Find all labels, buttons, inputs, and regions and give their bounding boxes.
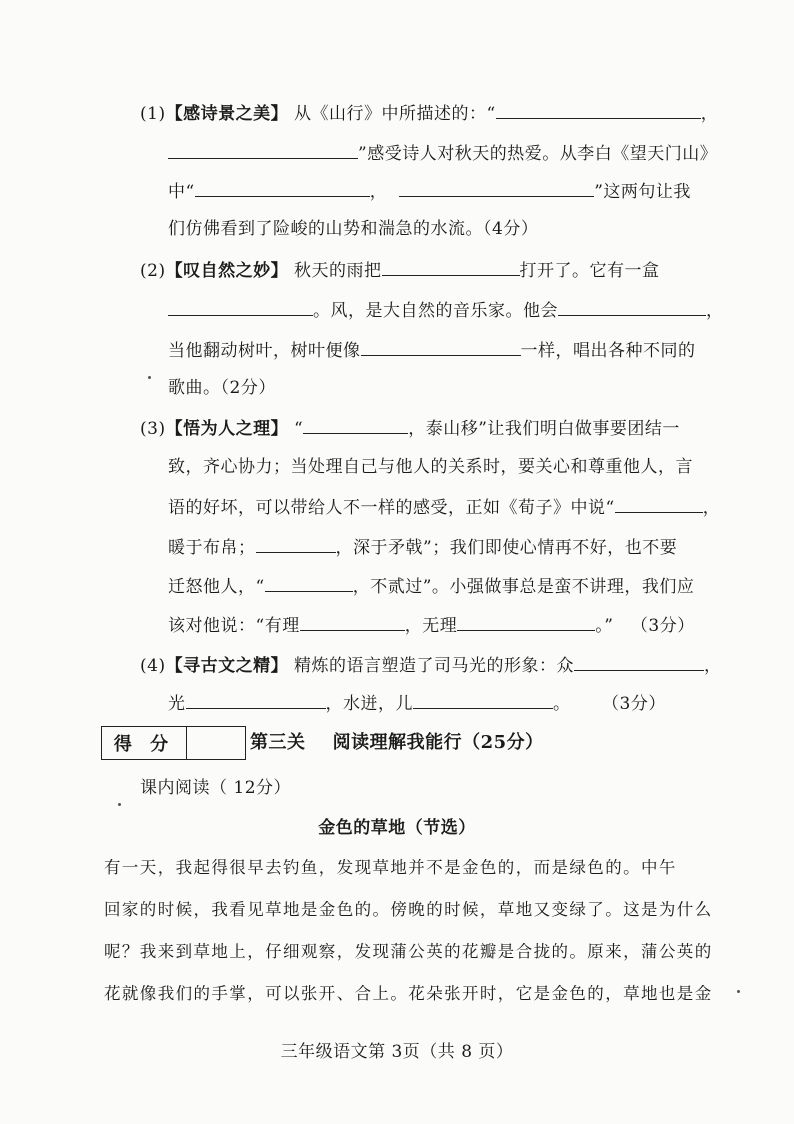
q3-number: (3): [140, 419, 166, 439]
q3-text-3: 语的好坏，可以带给人不一样的感受，正如《荀子》中说“: [168, 498, 615, 518]
q3-blank-5[interactable]: [300, 612, 405, 631]
q4-heading: 【寻古文之精】: [165, 656, 289, 676]
q1-text-2: ”感受诗人对秋天的热爱。从李白《望天门山》: [358, 144, 718, 164]
passage-line: 呢？我来到草地上，仔细观察，发现蒲公英的花瓣是合拢的。原来，蒲公英的: [104, 942, 713, 961]
q4-text-1b: ，: [704, 656, 722, 676]
q3-blank-4[interactable]: [265, 573, 353, 592]
passage-line: 花就像我们的手掌，可以张开、合上。花朵张开时，它是金色的，草地也是金: [104, 984, 713, 1003]
q3-line4: [168, 534, 677, 560]
q4-blank-1[interactable]: [574, 652, 704, 671]
q3-text-1b: ，泰山移”让我们明白做事要团结一: [408, 419, 680, 439]
q1-punct: ，: [700, 104, 719, 124]
q4-text-1: 精炼的语言塑造了司马光的形象：众: [288, 656, 574, 676]
q1-text-3b: ，: [369, 182, 388, 202]
q1-number: (1): [140, 104, 166, 124]
q2-text-2: 。风，是大自然的音乐家。他会: [313, 301, 558, 321]
q3-text-6b: ，无理: [404, 616, 458, 636]
q2-text-1b: 打开了。它有一盒: [519, 261, 660, 281]
score-value-field[interactable]: [187, 727, 245, 759]
q3-line3: [168, 494, 720, 520]
passage-title: 金色的草地（节选）: [318, 818, 476, 838]
q4-line2: [168, 690, 666, 716]
q1-blank-4[interactable]: [399, 178, 594, 197]
scan-speck: [118, 803, 121, 806]
q3-text-6c: 。”: [595, 616, 614, 636]
q2-number: (2): [140, 261, 166, 281]
q1-line3: [168, 178, 691, 204]
q3-text-5b: ，不贰过”。小强做事总是蛮不讲理，我们应: [352, 577, 695, 597]
q3-line6: [168, 612, 695, 638]
q3-text-4b: ，深于矛戟”；我们即使心情再不好，也不要: [335, 538, 678, 558]
q2-blank-1[interactable]: [382, 257, 520, 276]
q3-text-4: 暖于布帛；: [168, 538, 256, 558]
q3-line5: [168, 573, 694, 599]
q1-blank-1[interactable]: [496, 100, 701, 119]
q2-text-1: 秋天的雨把: [288, 261, 382, 281]
page-footer: 三年级语文第 3页（共 8 页）: [280, 1042, 514, 1062]
q4-text-2b: ，水迸，儿: [325, 694, 413, 714]
passage-line: 有一天，我起得很早去钓鱼，发现草地并不是金色的，而是绿色的。中午: [104, 858, 677, 877]
q1-line4: 们仿佛看到了险峻的山势和湍急的水流。（4分）: [168, 219, 539, 239]
q1-blank-2[interactable]: [168, 140, 358, 159]
q4-text-2c: 。: [553, 694, 571, 714]
q1-text-3a: 中“: [168, 182, 195, 202]
q4-number: (4): [140, 656, 166, 676]
q3-line2: 致，齐心协力；当处理自己与他人的关系时，要关心和尊重他人，言: [168, 457, 693, 477]
q1-line2: [168, 140, 717, 166]
q3-heading: 【悟为人之理】: [165, 419, 289, 439]
q4-blank-3[interactable]: [413, 690, 553, 709]
q2-blank-3[interactable]: [558, 297, 706, 316]
q2-text-3b: 一样，唱出各种不同的: [520, 341, 696, 361]
q2-blank-4[interactable]: [361, 337, 521, 356]
q2-heading: 【叹自然之妙】: [165, 261, 289, 281]
q1-text: 从《山行》中所描述的：“: [288, 104, 496, 124]
q1-line1: [140, 100, 718, 126]
score-box: [101, 726, 246, 760]
q4-line1: [140, 652, 722, 678]
q3-text-1: “: [288, 419, 304, 439]
q3-text-5: 迁怒他人，“: [168, 577, 265, 597]
q3-blank-3[interactable]: [256, 534, 336, 553]
q3-text-6: 该对他说：“有理: [168, 616, 300, 636]
passage-line: 回家的时候，我看见草地是金色的。傍晚的时候，草地又变绿了。这是为什么: [104, 900, 713, 919]
section3-title: 第三关 阅读理解我能行（25分）: [250, 732, 544, 753]
q3-text-3b: ，: [702, 498, 721, 518]
reading-subtitle: 课内阅读（ 12分）: [140, 778, 292, 798]
q3-line1: [140, 415, 680, 441]
q2-text-2b: ，: [706, 301, 724, 321]
q2-line2: [168, 297, 724, 323]
q1-heading: 【感诗景之美】: [165, 104, 289, 124]
q2-blank-2[interactable]: [168, 297, 313, 316]
scan-speck: [737, 990, 740, 993]
q2-text-3: 当他翻动树叶，树叶便像: [168, 341, 361, 361]
q4-blank-2[interactable]: [186, 690, 326, 709]
q4-score: （3分）: [610, 694, 666, 714]
q4-text-2: 光: [168, 694, 186, 714]
q3-blank-1[interactable]: [303, 415, 408, 434]
q3-blank-2[interactable]: [615, 494, 703, 513]
q1-text-3c: ”这两句让我: [594, 182, 691, 202]
q2-line1: [140, 257, 660, 283]
q2-line3: [168, 337, 696, 363]
q2-line4: 歌曲。（2分）: [168, 378, 276, 398]
q3-score: （3分）: [639, 616, 695, 636]
q1-blank-3[interactable]: [195, 178, 370, 197]
score-label: 得 分: [102, 727, 187, 759]
q3-blank-6[interactable]: [457, 612, 595, 631]
scan-speck: [148, 376, 151, 379]
